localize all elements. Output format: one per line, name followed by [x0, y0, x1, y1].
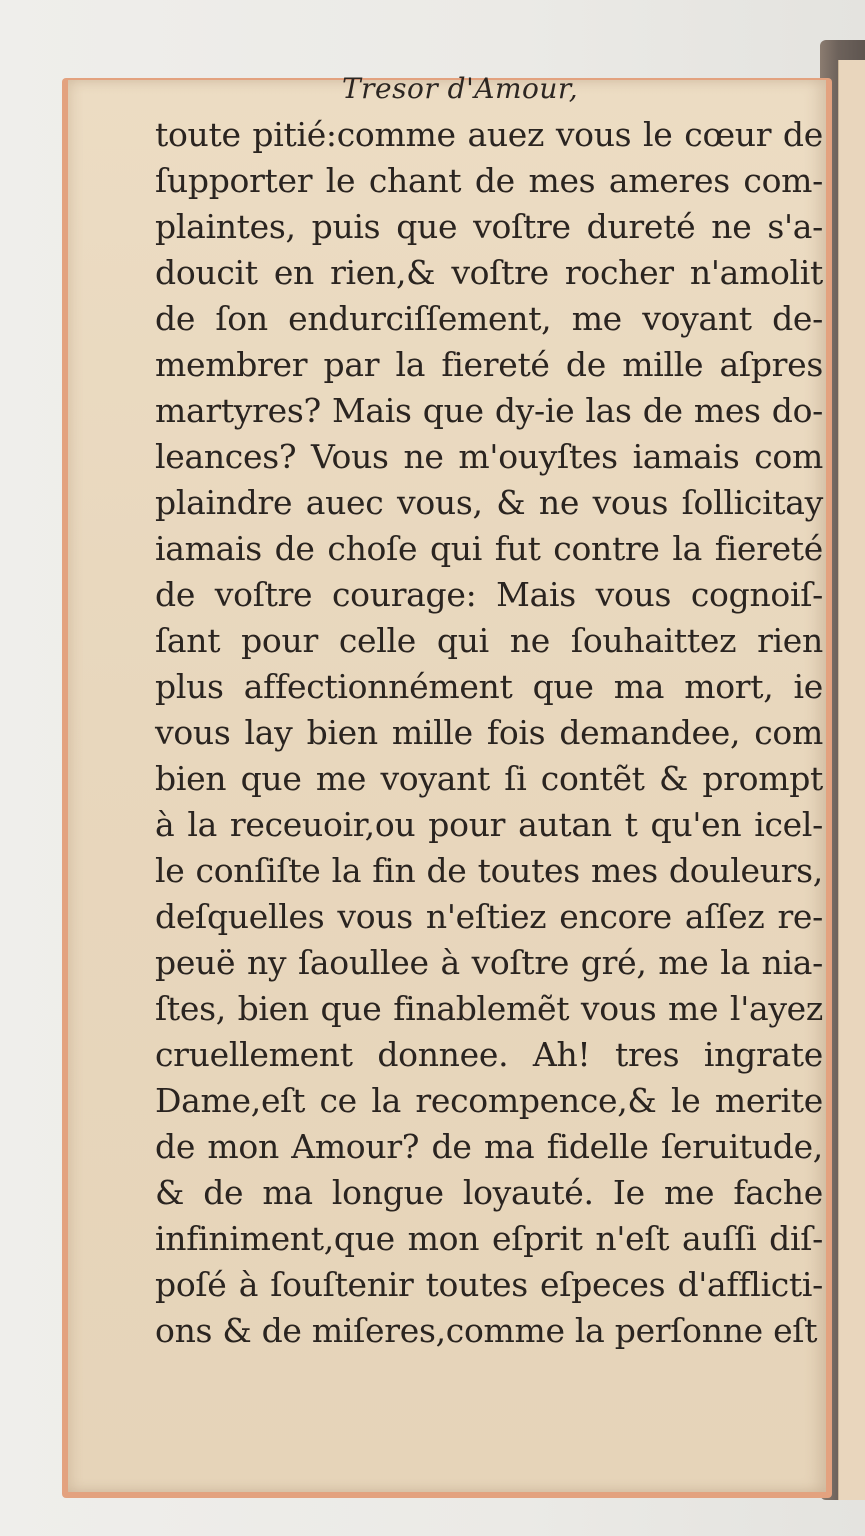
text-line: poſé à ſouſtenir toutes eſpeces d'afflicti- — [155, 1265, 823, 1304]
text-line: infiniment,que mon eſprit n'eſt auſſi diſ- — [155, 1219, 823, 1258]
text-line: doucit en rien,& voſtre rocher n'amolit — [155, 253, 823, 292]
text-line: plaintes, puis que voſtre dureté ne s'a- — [155, 207, 823, 246]
text-line: peuë ny ſaoullee à voſtre gré, me la nia- — [155, 943, 823, 982]
text-line: à la receuoir,ou pour autan t qu'en icel- — [155, 805, 823, 844]
text-line: ſtes, bien que finablemẽt vous me l'ayez — [155, 989, 823, 1028]
text-line: iamais de choſe qui fut contre la fiereté — [155, 529, 823, 568]
text-line: toute pitié:comme auez vous le cœur de — [155, 115, 823, 154]
text-line: de voſtre courage: Mais vous cognoiſ- — [155, 575, 823, 614]
text-line: le conſiſte la fin de toutes mes douleurs, — [155, 851, 823, 890]
text-line: plaindre auec vous, & ne vous ſollicitay — [155, 483, 823, 522]
text-line: plus affectionnément que ma mort, ie — [155, 667, 823, 706]
running-head: Tresor d'Amour, — [342, 72, 579, 105]
text-line: & de ma longue loyauté. Ie me fache — [155, 1173, 823, 1212]
text-line: membrer par la fiereté de mille aſpres — [155, 345, 823, 384]
text-line: leances? Vous ne m'ouyſtes iamais com — [155, 437, 823, 476]
text-line: bien que me voyant ſi contẽt & prompt — [155, 759, 823, 798]
text-line: ſant pour celle qui ne ſouhaittez rien — [155, 621, 823, 660]
text-line: de ſon endurciſſement, me voyant de- — [155, 299, 823, 338]
page-text — [155, 112, 823, 1354]
text-line: deſquelles vous n'eſtiez encore aſſez re- — [155, 897, 823, 936]
text-line: martyres? Mais que dy-ie las de mes do- — [155, 391, 823, 430]
text-line: ſupporter le chant de mes ameres com- — [155, 161, 823, 200]
text-line: de mon Amour? de ma fidelle ſeruitude, — [155, 1127, 823, 1166]
text-line: ons & de miſeres,comme la perſonne eſt — [155, 1311, 818, 1350]
text-line: vous lay bien mille fois demandee, com — [155, 713, 823, 752]
text-line: Dame,eſt ce la recompence,& le merite — [155, 1081, 823, 1120]
text-line: cruellement donnee. Ah! tres ingrate — [155, 1035, 823, 1074]
facing-page-edge — [838, 60, 865, 1500]
